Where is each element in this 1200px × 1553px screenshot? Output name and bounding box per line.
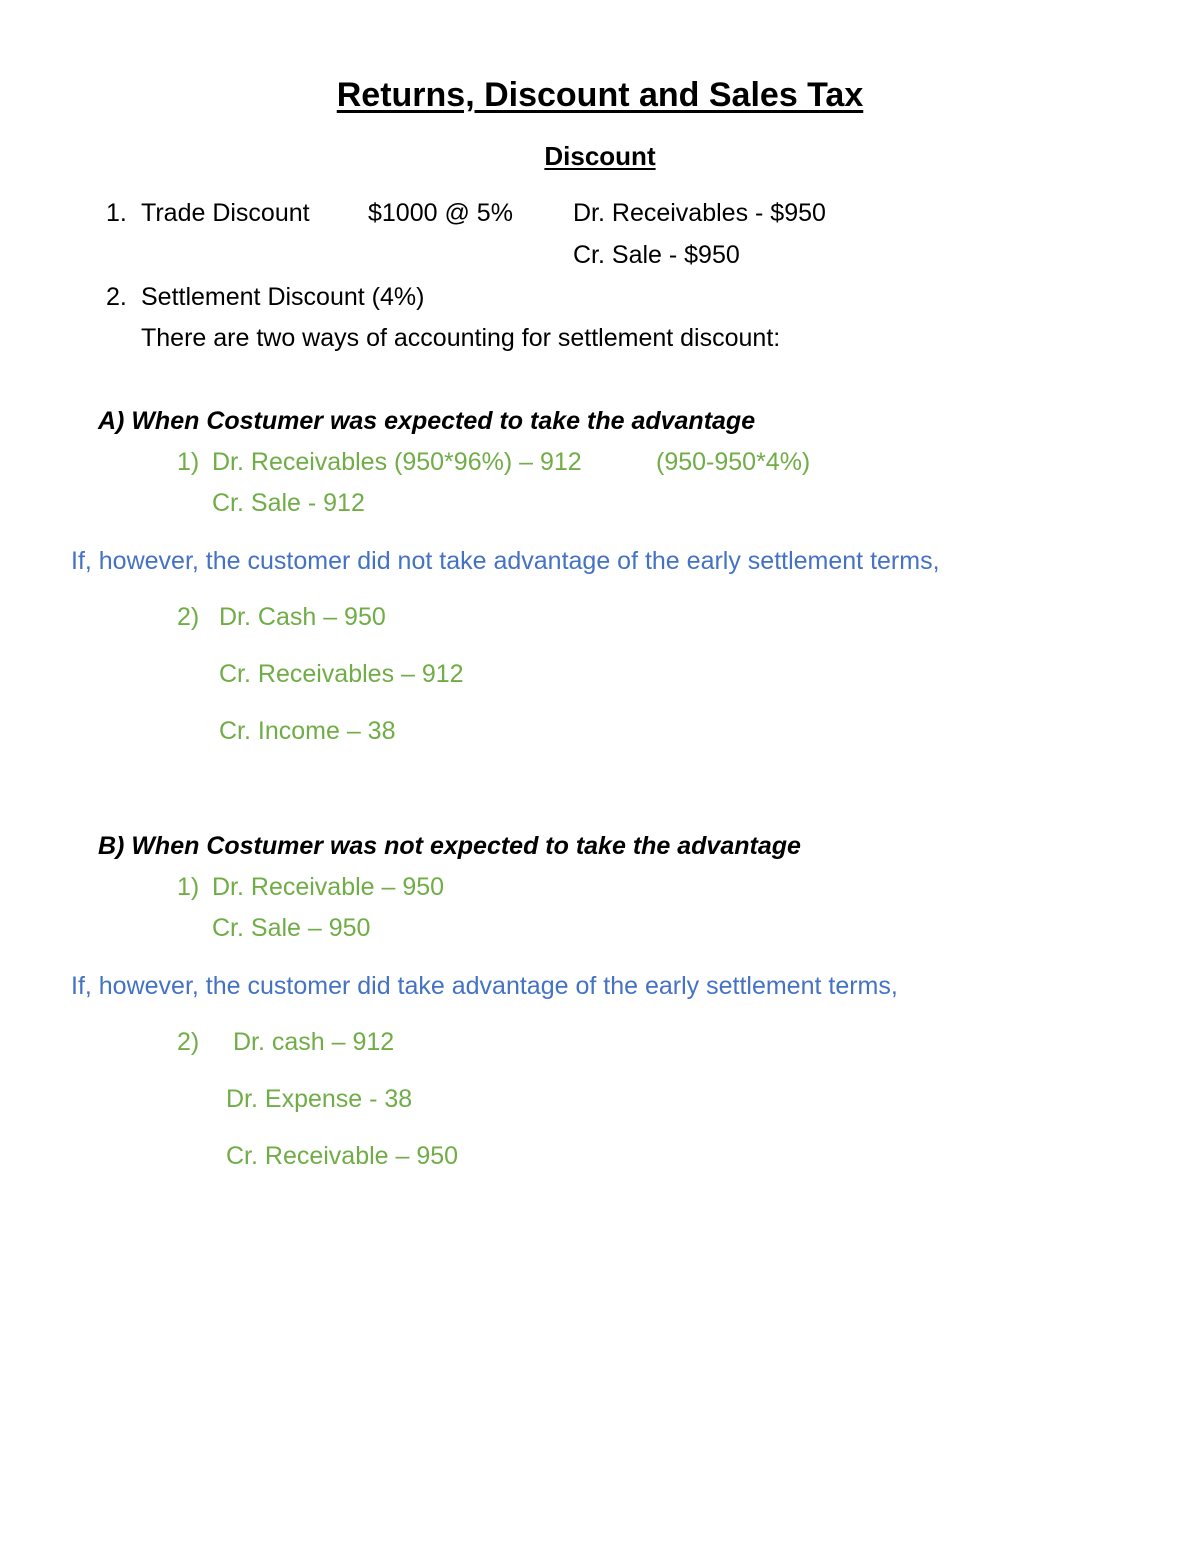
section-a-step2-line1: Dr. Cash – 950 bbox=[219, 603, 386, 631]
item1-entry-dr: Dr. Receivables - $950 bbox=[573, 199, 826, 227]
item1-number: 1. bbox=[106, 199, 127, 227]
item2-description: There are two ways of accounting for settlement discount: bbox=[141, 324, 781, 352]
section-a-step2-line3: Cr. Income – 38 bbox=[219, 717, 396, 745]
section-b-step2-line1: Dr. cash – 912 bbox=[233, 1028, 395, 1056]
item2-label: Settlement Discount (4%) bbox=[141, 283, 425, 311]
section-a-step1-number: 1) bbox=[177, 448, 200, 476]
section-a-step2-line2: Cr. Receivables – 912 bbox=[219, 660, 464, 688]
section-title-discount: Discount bbox=[544, 141, 656, 171]
section-a-step1-calc-note: (950-950*4%) bbox=[656, 448, 811, 476]
page-title: Returns, Discount and Sales Tax bbox=[336, 76, 864, 114]
section-b-step2-number: 2) bbox=[177, 1028, 200, 1056]
section-b-step1-debit: Dr. Receivable – 950 bbox=[212, 873, 445, 901]
section-a-note: If, however, the customer did not take advantage of the early settlement terms, bbox=[71, 547, 940, 575]
section-b-step1-number: 1) bbox=[177, 873, 200, 901]
item1-label: Trade Discount bbox=[141, 199, 310, 227]
item1-entry-cr: Cr. Sale - $950 bbox=[573, 241, 740, 269]
section-b-step2-line3: Cr. Receivable – 950 bbox=[226, 1142, 459, 1170]
section-a-step1-debit: Dr. Receivables (950*96%) – 912 bbox=[212, 448, 582, 476]
section-b-step2-line2: Dr. Expense - 38 bbox=[226, 1085, 413, 1113]
item1-amount: $1000 @ 5% bbox=[368, 199, 513, 227]
section-a-step2-number: 2) bbox=[177, 603, 200, 631]
section-b-note: If, however, the customer did take advantage of the early settlement terms, bbox=[71, 972, 898, 1000]
section-a-step1-credit: Cr. Sale - 912 bbox=[212, 489, 365, 517]
section-a-heading: A) When Costumer was expected to take the advantage bbox=[98, 407, 756, 435]
section-b-heading: B) When Costumer was not expected to take the advantage bbox=[98, 832, 801, 860]
item2-number: 2. bbox=[106, 283, 127, 311]
section-b-step1-credit: Cr. Sale – 950 bbox=[212, 914, 371, 942]
